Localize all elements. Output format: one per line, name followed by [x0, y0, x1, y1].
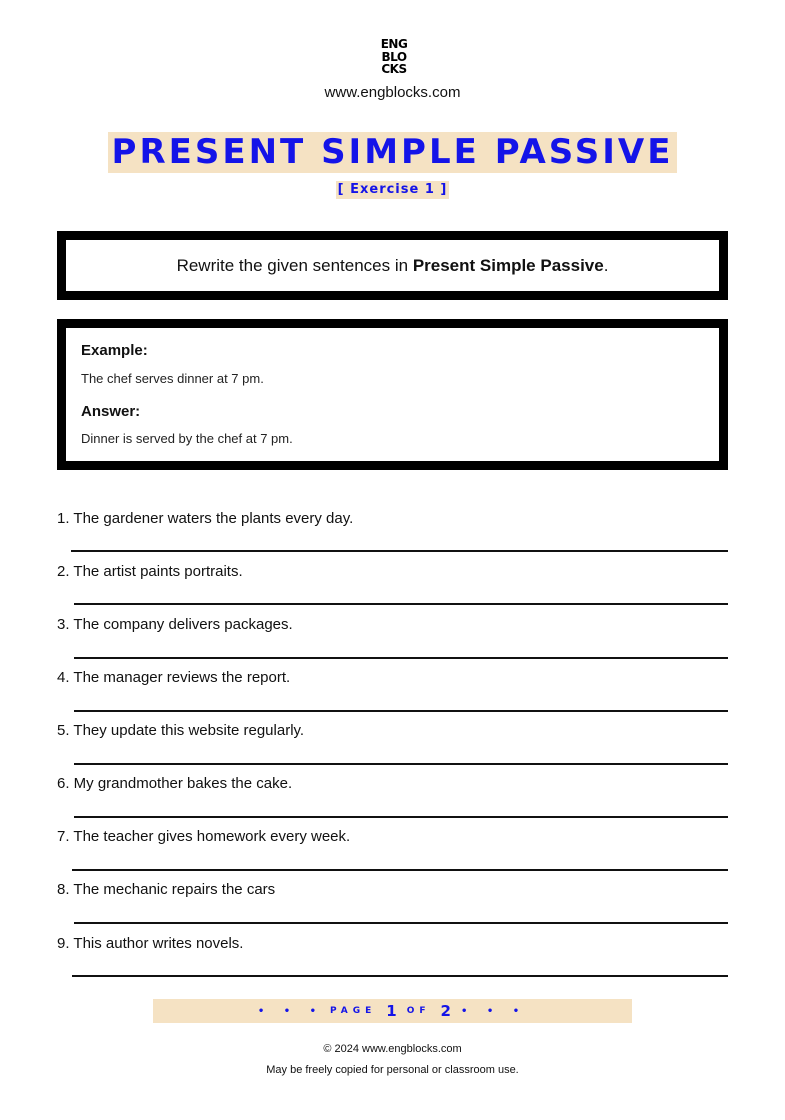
logo-line-1: ENG	[380, 37, 408, 51]
answer-text: Dinner is served by the chef at 7 pm.	[81, 431, 293, 446]
question-3: 3. The company delivers packages.	[57, 616, 293, 633]
question-5: 5. They update this website regularly.	[57, 722, 305, 739]
instruction-text	[177, 256, 609, 276]
page-dots-left: • • •	[257, 1005, 325, 1017]
of-word: OF	[406, 1006, 431, 1016]
page-number: 1	[386, 1002, 397, 1020]
answer-line-2[interactable]	[74, 603, 728, 605]
question-8: 8. The mechanic repairs the cars	[57, 881, 276, 898]
answer-line-3[interactable]	[74, 657, 728, 659]
question-4: 4. The manager reviews the report.	[57, 669, 291, 686]
logo-line-3: CKS	[381, 62, 407, 76]
answer-line-8[interactable]	[74, 922, 728, 924]
usage-note: May be freely copied for personal or classroom use.	[266, 1064, 519, 1076]
answer-line-6[interactable]	[74, 816, 728, 818]
example-box	[57, 319, 728, 470]
question-9: 9. This author writes novels.	[57, 935, 244, 952]
engblocks-logo	[377, 38, 411, 76]
site-url[interactable]: www.engblocks.com	[324, 84, 461, 101]
answer-line-9[interactable]	[72, 975, 728, 977]
answer-line-4[interactable]	[74, 710, 728, 712]
answer-line-5[interactable]	[74, 763, 728, 765]
example-text: The chef serves dinner at 7 pm.	[81, 371, 264, 386]
question-2: 2. The artist paints portraits.	[57, 563, 243, 580]
page-word: PAGE	[330, 1006, 377, 1016]
example-label: Example:	[81, 342, 148, 359]
answer-line-7[interactable]	[72, 869, 728, 871]
answer-label: Answer:	[81, 403, 141, 420]
page-indicator	[153, 999, 632, 1023]
instruction-bold: Present Simple Passive	[412, 255, 604, 275]
instruction-prefix: Rewrite the given sentences in	[176, 255, 413, 275]
copyright: © 2024 www.engblocks.com	[323, 1043, 462, 1055]
question-1: 1. The gardener waters the plants every day.	[57, 510, 354, 527]
logo-line-2: BLO	[381, 49, 407, 64]
instruction-box	[57, 231, 728, 300]
question-7: 7. The teacher gives homework every week.	[57, 828, 351, 845]
page-dots-right: • • •	[460, 1005, 528, 1017]
answer-line-1[interactable]	[71, 550, 728, 552]
question-6: 6. My grandmother bakes the cake.	[57, 775, 293, 792]
page-total: 2	[440, 1002, 451, 1020]
exercise-subtitle: [ Exercise 1 ]	[337, 182, 448, 197]
instruction-suffix: .	[603, 255, 609, 275]
worksheet-title: PRESENT SIMPLE PASSIVE	[108, 132, 678, 173]
